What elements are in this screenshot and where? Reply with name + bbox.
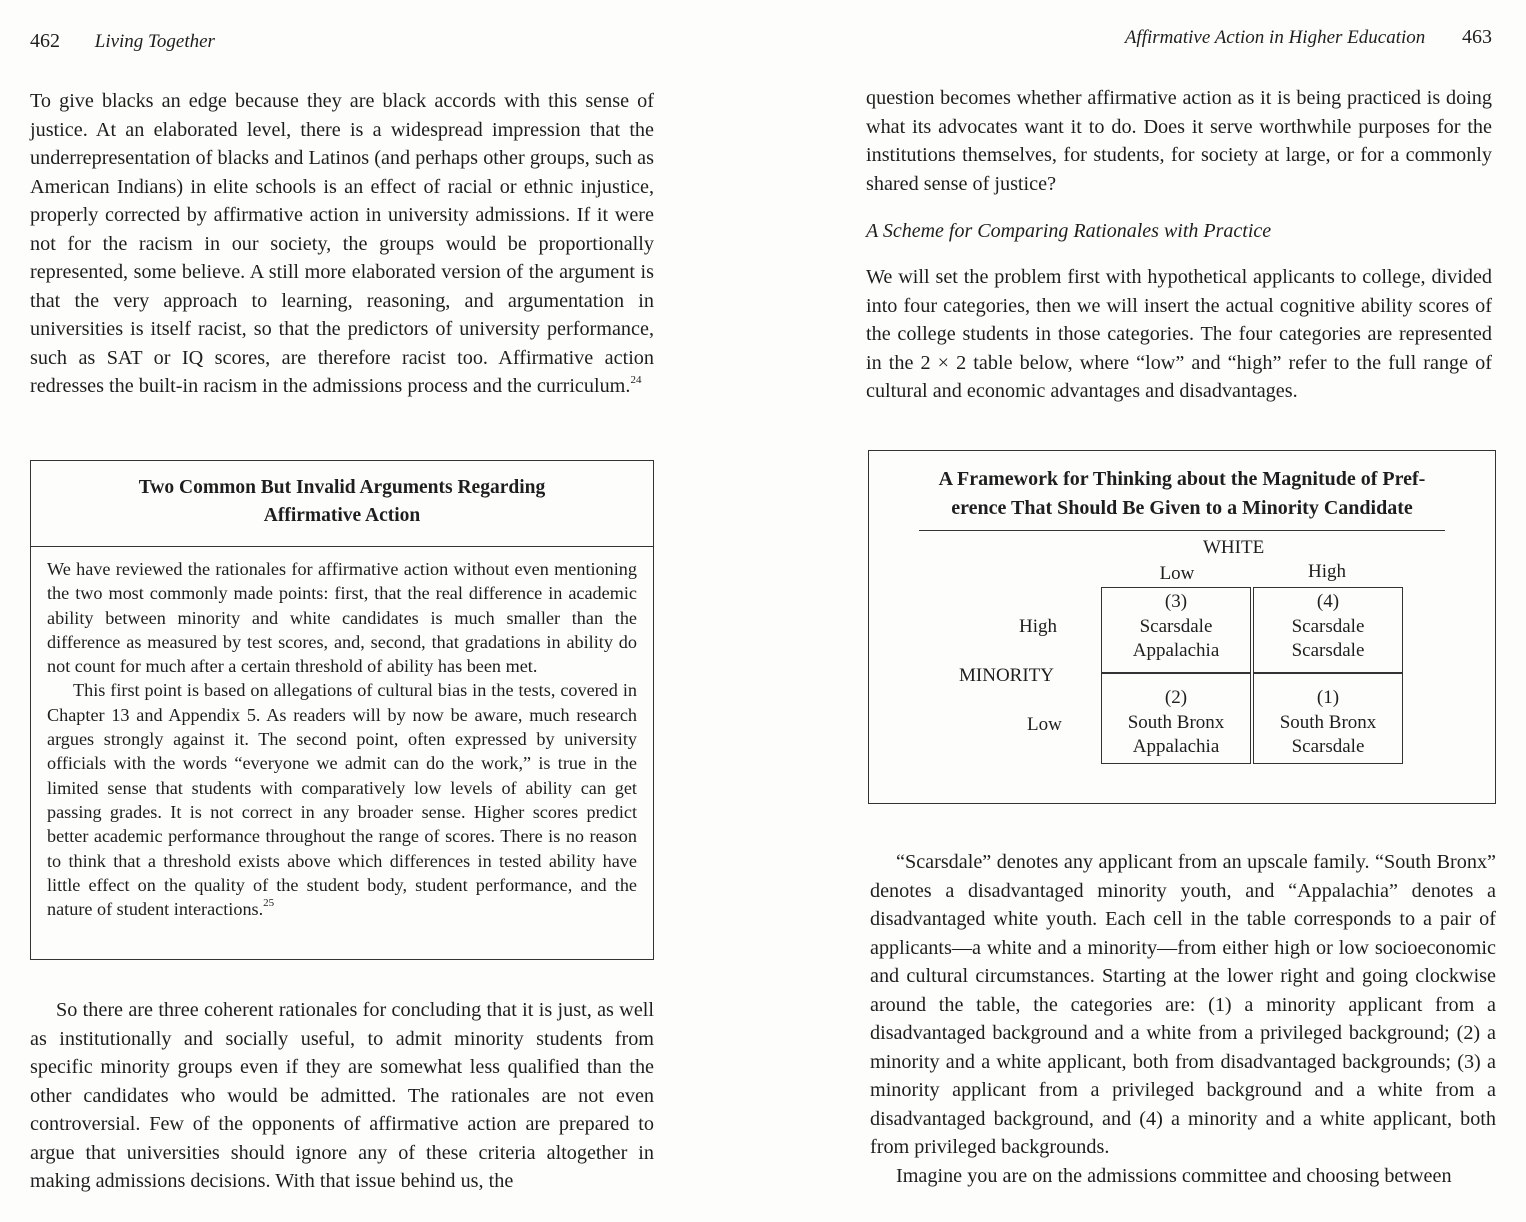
footnote-marker-25: 25 (263, 897, 275, 910)
right-page-number: 463 (1462, 26, 1492, 48)
left-opening-paragraph: To give blacks an edge because they are black accords with this sense of justice. At an elaborated level, there is a widespread impression that the underrepresentation of blacks and Latinos (and perhaps other groups, such as American Indians) in elite schools is an effect of racial or ethnic injustice, properly corrected by affirmative action in university admissions. If it were not for the racism in our society, the groups would be proportionally represented, some believe. A still more elaborated version of the argument is that the very approach to learning, reasoning, and argumentation in universities is itself racist, so that the predictors of university performance, such as SAT or IQ scores, are therefore racist too. Affirmative action redresses the built-in racism in the admissions process and the curriculum.$^{24}$ (30, 90, 654, 397)
section-heading: A Scheme for Comparing Rationales with Practice (866, 220, 1272, 242)
footnote-marker-24: 24 (630, 374, 642, 386)
cell-minority-high-white-low: (3) Scarsdale Appalachia (1101, 587, 1251, 673)
cell-minority-low-white-high: (1) South Bronx Scarsdale (1253, 673, 1403, 764)
cell-minority-high-white-high: (4) Scarsdale Scarsdale (1253, 587, 1403, 673)
left-closing-paragraph: So there are three coherent rationales for concluding that it is just, as well as institutionally and socially useful, to admit minority students from specific minority groups even if they are somewhat less qualified than the other candidates who would be admitted. The rationales are not even controversial. Few of the opponents of affirmative action are prepared to argue that universities should ignore any of these criteria altogether in making admissions decisions. With that issue behind us, the (30, 999, 654, 1192)
white-low-label: Low (1159, 563, 1195, 584)
minority-high-label: High (1019, 616, 1057, 637)
minority-axis-label: MINORITY (959, 665, 1054, 686)
right-continuation-paragraph: question becomes whether affirmative action as it is being practiced is doing what its advocates want it to do. Does it serve worthwhile purposes for the institutions themselves, for students, for society at large, or for a commonly shared sense of justice? (866, 87, 1492, 195)
sidebar-title: Two Common But Invalid Arguments Regarding Affirmative Action (31, 461, 653, 547)
framework-box (868, 450, 1496, 804)
minority-low-label: Low (1027, 714, 1062, 735)
cell-minority-low-white-low: (2) South Bronx Appalachia (1101, 673, 1251, 764)
framework-title: A Framework for Thinking about the Magnitude of Pref- erence That Should Be Given to a Minority Candidate (938, 468, 1426, 519)
left-running-head (30, 30, 215, 53)
sidebar-paragraph-1: We have reviewed the rationales for affirmative action without even mentioning the two most commonly made points: first, that the real difference in academic ability between minority and white candidates is much smaller than the difference as measured by test scores, and, second, that gradations in ability do not count for much after a certain threshold of ability has been met. (47, 559, 637, 677)
left-page (0, 0, 760, 1222)
section-paragraph: We will set the problem first with hypothetical applicants to college, divided into four categories, then we will insert the actual cognitive ability scores of the college students in those categories. The four categories are represented in the 2 × 2 table below, where “low” and “high” refer to the full range of cultural and economic advantages and disadvantages. (866, 266, 1492, 402)
framework-title-rule (919, 530, 1445, 531)
left-page-number: 462 (30, 30, 60, 52)
explanation-paragraph: “Scarsdale” denotes any applicant from an upscale family. “South Bronx” denotes a disadvantaged minority youth, and “Appalachia” denotes a disadvantaged white youth. Each cell in the table corresponds to a pair of applicants—a white and a minority—from either high or low socioeconomic and cultural circumstances. Starting at the lower right and going clockwise around the table, the categories are: (1) a minority applicant from a disadvantaged background and a white from a privileged background; (2) a minority and a white applicant, both from disadvantaged backgrounds; (3) a minority applicant from a privileged background and a white from a disadvantaged background, and (4) a minority and a white applicant, both from privileged backgrounds. Imagine you are on the admissions committee and choosing between (870, 848, 1496, 1190)
final-line: Imagine you are on the admissions committee and choosing between (896, 1164, 1452, 1187)
white-axis-label: WHITE (1203, 537, 1265, 558)
sidebar-paragraph-2: This first point is based on allegations of cultural bias in the tests, covered in Chapter 13 and Appendix 5. As readers will by now be aware, much research argues strongly against it. The second point, often expressed by university officials with the words “everyone we admit can do the work,” is true in the limited sense that students with comparatively low levels of ability can get passing grades. It is not correct in any broader sense. Higher scores predict better academic performance throughout the range of scores. There is no reason to think that a threshold exists above which differences in tested ability have little effect on the quality of the student body, student performance, and the nature of student interactions.$^{25}$ (47, 680, 637, 920)
right-running-title: Affirmative Action in Higher Education (1124, 27, 1426, 48)
left-running-title: Living Together (94, 31, 215, 52)
right-page (762, 0, 1526, 1222)
right-running-head (1125, 26, 1492, 49)
white-high-label: High (1308, 561, 1346, 582)
sidebar-box (30, 460, 654, 960)
sidebar-body (31, 547, 653, 921)
